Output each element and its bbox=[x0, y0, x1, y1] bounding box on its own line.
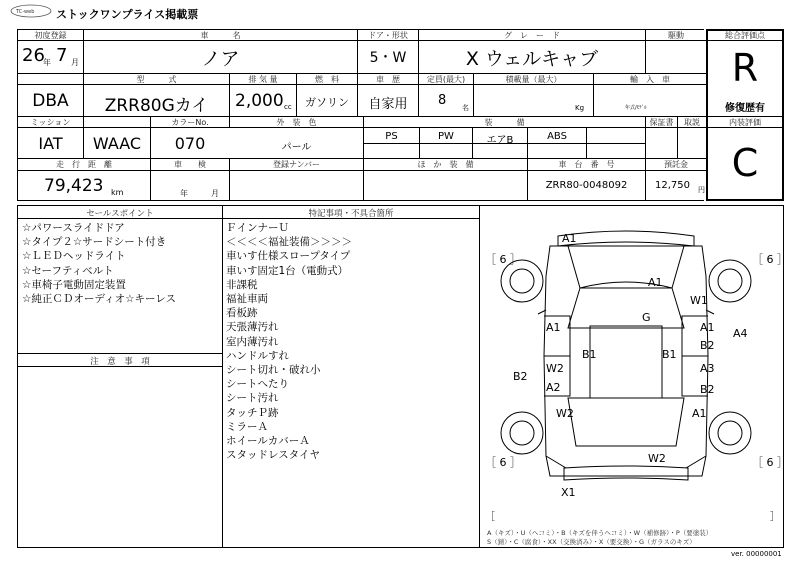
special-note: ホイールカバーＡ bbox=[226, 435, 310, 448]
interior-grade: C bbox=[731, 141, 759, 185]
capacity-unit: 名 bbox=[462, 104, 469, 112]
damage-roof-front: W1 bbox=[690, 294, 708, 307]
insp-year-unit: 年 bbox=[180, 189, 188, 198]
equip-item: PS bbox=[385, 131, 398, 142]
type-header: 型 式 bbox=[136, 75, 177, 84]
first-reg-header: 初度登録 bbox=[34, 31, 67, 40]
special-note: シートへたり bbox=[226, 378, 289, 391]
import-header: 輸 入 車 bbox=[630, 75, 670, 84]
mission-header: ミッション bbox=[30, 118, 71, 127]
overall-grade-header: 総合評価点 bbox=[725, 31, 765, 40]
mission-code: WAAC bbox=[92, 134, 142, 153]
equipment-header: 装 備 bbox=[484, 118, 525, 127]
sales-point: ☆ＬＥＤヘッドライト bbox=[22, 250, 126, 263]
interior-header: 内装評価 bbox=[729, 118, 761, 127]
equip-item: PW bbox=[438, 131, 454, 142]
fuel-header: 燃 料 bbox=[315, 75, 339, 84]
deposit-value: 12,750 bbox=[655, 180, 690, 191]
repair-history-note: 修復歴有 bbox=[725, 103, 765, 114]
damage-hood: A1 bbox=[648, 276, 663, 289]
damage-right-front-door: A1 bbox=[700, 321, 715, 334]
damage-left-front-fender: A1 bbox=[546, 321, 561, 334]
equip-item: ABS bbox=[547, 131, 567, 142]
sales-points-header: セールスポイント bbox=[86, 209, 154, 219]
history-value: 自家用 bbox=[368, 97, 408, 112]
legend-line-2: S（錆）・C（腐食）・XX（交換済み）・X（要交換）・G（ガラスのキズ） bbox=[487, 538, 696, 546]
tc-web-logo bbox=[10, 4, 52, 18]
special-note: 室内薄汚れ bbox=[226, 335, 279, 348]
damage-right-rear: A1 bbox=[692, 407, 707, 420]
bottom-bracket: ［ bbox=[485, 512, 495, 523]
damage-roof: G bbox=[642, 311, 651, 324]
special-note: 天張薄汚れ bbox=[226, 321, 279, 334]
displacement-unit: cc bbox=[284, 103, 292, 111]
import-year-label: 年式/ﾓﾃﾞﾙ bbox=[625, 105, 647, 111]
deposit-unit: 円 bbox=[698, 186, 705, 194]
damage-right-rear-door: A3 bbox=[700, 362, 715, 375]
notes-header: 注 意 事 項 bbox=[90, 357, 150, 367]
warranty-header: 保証書 bbox=[649, 118, 674, 127]
mileage-value: 79,423 bbox=[44, 176, 104, 196]
damage-rear-bumper: X1 bbox=[561, 486, 576, 499]
tire-rear-right-label: ［ 6 ］ bbox=[752, 456, 788, 469]
special-notes-list bbox=[226, 221, 352, 462]
color-no-value: 070 bbox=[174, 134, 206, 153]
year-unit: 年 bbox=[43, 58, 51, 67]
damage-left-rear-door: W2 bbox=[546, 362, 564, 375]
logo-text: TC-web bbox=[16, 9, 35, 15]
other-equipment-header: ほ か 装 備 bbox=[417, 160, 474, 169]
color-no-header: カラーNo. bbox=[171, 118, 209, 127]
exterior-color-header: 外 装 色 bbox=[276, 118, 317, 127]
grade-value: X ウェルキャブ bbox=[465, 48, 599, 70]
special-note: 福祉車両 bbox=[226, 293, 268, 306]
type-model: ZRR80Gカイ bbox=[104, 96, 209, 116]
car-name: ノア bbox=[201, 48, 240, 70]
tire-front-right-label: ［ 6 ］ bbox=[752, 253, 788, 266]
damage-right-rear-door-2: B2 bbox=[700, 383, 715, 396]
sales-point: ☆純正ＣＤオーディオ☆キーレス bbox=[22, 293, 176, 306]
fuel-value: ガソリン bbox=[305, 96, 349, 109]
tire-rear-left-label: ［ 6 ］ bbox=[485, 456, 521, 469]
mileage-header: 走 行 距 離 bbox=[56, 160, 112, 169]
drive-header: 駆動 bbox=[668, 31, 684, 40]
version-label: ver. 00000001 bbox=[731, 550, 782, 558]
special-note: ハンドルすれ bbox=[226, 349, 289, 362]
special-note: 看板跡 bbox=[226, 307, 258, 320]
damage-left-slide: B2 bbox=[513, 370, 528, 383]
load-unit: Kg bbox=[575, 104, 585, 112]
damage-right-pillar: B1 bbox=[662, 348, 677, 361]
damage-right-front-door-2: B2 bbox=[700, 339, 715, 352]
deposit-header: 預託金 bbox=[664, 160, 688, 169]
special-note: ミラーＡ bbox=[226, 420, 268, 433]
displacement-value: 2,000 bbox=[235, 91, 284, 111]
grade-header: グ レ ー ド bbox=[504, 31, 560, 40]
special-note: 車いす仕様スロープタイプ bbox=[226, 250, 351, 263]
sales-points-list bbox=[22, 221, 176, 306]
damage-rear-glass: W2 bbox=[648, 452, 666, 465]
special-note: スタッドレスタイヤ bbox=[226, 449, 320, 462]
damage-left-pillar: B1 bbox=[582, 348, 597, 361]
door-shape: 5・W bbox=[369, 50, 407, 66]
overall-grade: R bbox=[731, 46, 759, 90]
tire-front-left-label: ［ 6 ］ bbox=[485, 253, 521, 266]
insp-month-unit: 月 bbox=[211, 189, 219, 198]
sales-point: ☆車椅子電動固定装置 bbox=[22, 278, 126, 291]
bottom-bracket-close: ］ bbox=[770, 512, 780, 523]
special-note: ＜＜＜＜福祉装備＞＞＞＞ bbox=[226, 236, 352, 249]
capacity-header: 定員(最大) bbox=[426, 75, 466, 84]
page-title: ストックワンプライス掲載票 bbox=[56, 8, 199, 21]
legend-line-1: A（キズ）・U（ヘコミ）・B（キズを伴うヘコミ）・W（補修跡）・P（要塗装） bbox=[487, 529, 713, 537]
mileage-unit: km bbox=[111, 188, 124, 197]
load-header: 積載量（最大） bbox=[505, 75, 562, 84]
type-prefix: DBA bbox=[32, 91, 69, 111]
inspection-header: 車 検 bbox=[174, 160, 206, 169]
exterior-color-value: パール bbox=[281, 142, 312, 153]
special-notes-header: 特記事項・不具合箇所 bbox=[308, 209, 394, 219]
sales-point: ☆パワースライドドア bbox=[22, 222, 125, 234]
car-name-header: 車 名 bbox=[200, 31, 241, 40]
chassis-value: ZRR80-0048092 bbox=[545, 180, 628, 191]
first-reg-month: 7 bbox=[56, 45, 68, 66]
mission-value: IAT bbox=[38, 134, 63, 153]
damage-right-quarter: A4 bbox=[733, 327, 748, 340]
chassis-header: 車 台 番 号 bbox=[558, 160, 615, 169]
special-note: シート切れ・破れ小 bbox=[226, 364, 321, 377]
special-note: タッチＰ跡 bbox=[226, 406, 279, 419]
sales-point: ☆タイプ２☆サードシート付き bbox=[22, 236, 167, 249]
damage-left-rear: W2 bbox=[556, 407, 574, 420]
first-reg-year: 26 bbox=[22, 45, 45, 66]
damage-front-bumper: A1 bbox=[562, 232, 577, 245]
damage-left-rear-door-2: A2 bbox=[546, 381, 561, 394]
history-header: 車 歴 bbox=[376, 75, 400, 84]
special-note: ＦインナーＵ bbox=[226, 222, 289, 234]
displacement-header: 排 気 量 bbox=[248, 75, 278, 84]
sales-point: ☆セーフティベルト bbox=[22, 264, 114, 277]
special-note: 非課税 bbox=[226, 278, 258, 291]
special-note: シート汚れ bbox=[226, 392, 279, 405]
manual-header: 取説 bbox=[684, 118, 700, 127]
month-unit: 月 bbox=[71, 58, 79, 67]
special-note: 車いす固定1台（電動式） bbox=[226, 264, 349, 277]
capacity-value: 8 bbox=[438, 93, 447, 108]
equip-item: エアB bbox=[486, 135, 514, 146]
reg-number-header: 登録ナンバー bbox=[272, 160, 321, 169]
door-shape-header: ドア・形状 bbox=[368, 31, 408, 40]
